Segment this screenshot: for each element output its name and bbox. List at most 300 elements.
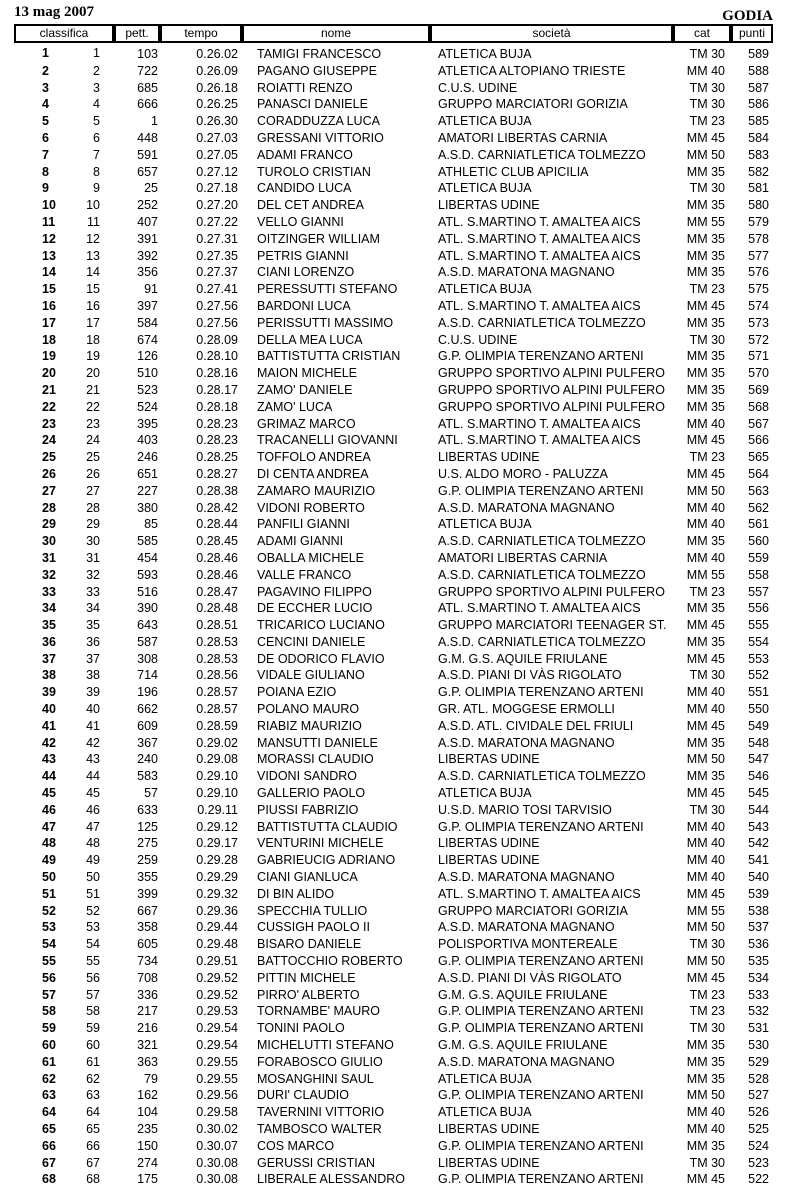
- cell-club: G.P. OLIMPIA TERENZANO ARTENI: [438, 1021, 644, 1036]
- cell-classifica: [14, 1087, 114, 1104]
- cell-category: TM 23: [689, 282, 725, 297]
- cell-time: 0.27.05: [196, 147, 238, 162]
- cell-name: CORADDUZZA LUCA: [257, 114, 380, 129]
- cell-position: 67: [42, 1155, 56, 1170]
- cell-classifica: [14, 416, 114, 433]
- cell-time: 0.29.55: [196, 1071, 238, 1086]
- cell-position: 33: [42, 584, 56, 599]
- cell-points: 530: [748, 1038, 769, 1053]
- cell-bib: 356: [137, 265, 158, 280]
- table-row: [14, 1054, 773, 1071]
- cell-classifica: [14, 63, 114, 80]
- cell-club: GRUPPO SPORTIVO ALPINI PULFERO: [438, 366, 665, 381]
- table-row: [14, 348, 773, 365]
- cell-rank: 55: [86, 954, 100, 969]
- cell-rank: 2: [93, 63, 100, 78]
- cell-points: 543: [748, 819, 769, 834]
- cell-time: 0.29.29: [196, 870, 238, 885]
- cell-rank: 35: [86, 618, 100, 633]
- cell-position: 20: [42, 366, 56, 381]
- cell-club: ATLETICA BUJA: [438, 282, 532, 297]
- cell-club: LIBERTAS UDINE: [438, 1155, 540, 1170]
- cell-classifica: [14, 231, 114, 248]
- cell-category: MM 45: [686, 1172, 725, 1187]
- cell-category: MM 50: [686, 752, 725, 767]
- cell-position: 3: [42, 80, 49, 95]
- cell-category: MM 40: [686, 1105, 725, 1120]
- cell-bib: 358: [137, 920, 158, 935]
- cell-club: ATL. S.MARTINO T. AMALTEA AICS: [438, 214, 641, 229]
- cell-name: PAGANO GIUSEPPE: [257, 63, 377, 78]
- cell-club: ATLETICA BUJA: [438, 47, 532, 61]
- cell-classifica: [14, 886, 114, 903]
- cell-position: 58: [42, 1004, 56, 1019]
- cell-rank: 43: [86, 752, 100, 767]
- cell-time: 0.27.37: [196, 265, 238, 280]
- cell-name: DEL CET ANDREA: [257, 198, 364, 213]
- cell-rank: 6: [93, 130, 100, 145]
- table-row: [14, 886, 773, 903]
- cell-position: 53: [42, 920, 56, 935]
- cell-name: PIRRO' ALBERTO: [257, 987, 360, 1002]
- cell-points: 581: [748, 181, 769, 196]
- table-row: [14, 180, 773, 197]
- cell-position: 31: [42, 550, 56, 565]
- cell-category: MM 45: [686, 466, 725, 481]
- cell-points: 541: [748, 853, 769, 868]
- cell-time: 0.29.36: [196, 903, 238, 918]
- cell-position: 23: [42, 416, 56, 431]
- cell-category: TM 30: [689, 332, 725, 347]
- cell-bib: 390: [137, 601, 158, 616]
- cell-points: 552: [748, 668, 769, 683]
- cell-bib: 367: [137, 735, 158, 750]
- cell-points: 553: [748, 651, 769, 666]
- cell-club: A.S.D. CARNIATLETICA TOLMEZZO: [438, 567, 646, 582]
- table-row: [14, 936, 773, 953]
- table-row: [14, 970, 773, 987]
- cell-category: MM 40: [686, 853, 725, 868]
- cell-rank: 13: [86, 248, 100, 263]
- cell-club: A.S.D. MARATONA MAGNANO: [438, 1054, 615, 1069]
- cell-club: A.S.D. ATL. CIVIDALE DEL FRIULI: [438, 718, 634, 733]
- cell-points: 584: [748, 130, 769, 145]
- cell-club: A.S.D. MARATONA MAGNANO: [438, 735, 615, 750]
- cell-name: PERISSUTTI MASSIMO: [257, 315, 394, 330]
- cell-rank: 8: [93, 164, 100, 179]
- table-row: [14, 533, 773, 550]
- cell-bib: 708: [137, 970, 158, 985]
- cell-position: 48: [42, 836, 56, 851]
- cell-name: VELLO GIANNI: [257, 214, 344, 229]
- table-row: [14, 835, 773, 852]
- cell-position: 35: [42, 618, 56, 633]
- cell-rank: 1: [93, 45, 100, 60]
- cell-category: MM 40: [686, 550, 725, 565]
- cell-club: U.S. ALDO MORO - PALUZZA: [438, 466, 608, 481]
- cell-name: TAMIGI FRANCESCO: [257, 47, 382, 61]
- cell-category: MM 50: [686, 954, 725, 969]
- cell-bib: 584: [137, 315, 158, 330]
- table-row: [14, 667, 773, 684]
- cell-classifica: [14, 164, 114, 181]
- cell-points: 570: [748, 366, 769, 381]
- cell-time: 0.30.08: [196, 1155, 238, 1170]
- cell-classifica: [14, 348, 114, 365]
- cell-rank: 37: [86, 651, 100, 666]
- cell-bib: 651: [137, 466, 158, 481]
- cell-time: 0.28.10: [196, 349, 238, 364]
- cell-bib: 392: [137, 248, 158, 263]
- cell-name: MOSANGHINI SAUL: [257, 1071, 374, 1086]
- table-row: [14, 483, 773, 500]
- cell-club: ATLETICA BUJA: [438, 1071, 532, 1086]
- column-header-tempo: tempo: [160, 24, 242, 43]
- cell-time: 0.27.03: [196, 130, 238, 145]
- table-row: [14, 634, 773, 651]
- cell-club: A.S.D. CARNIATLETICA TOLMEZZO: [438, 534, 646, 549]
- cell-classifica: [14, 735, 114, 752]
- cell-points: 576: [748, 265, 769, 280]
- table-row: [14, 416, 773, 433]
- cell-classifica: [14, 550, 114, 567]
- cell-club: G.P. OLIMPIA TERENZANO ARTENI: [438, 1004, 644, 1019]
- cell-rank: 65: [86, 1122, 100, 1136]
- cell-points: 579: [748, 214, 769, 229]
- cell-category: MM 40: [686, 836, 725, 851]
- cell-classifica: [14, 819, 114, 836]
- cell-rank: 53: [86, 920, 100, 935]
- cell-rank: 34: [86, 601, 100, 616]
- cell-club: A.S.D. CARNIATLETICA TOLMEZZO: [438, 634, 646, 649]
- cell-bib: 454: [137, 550, 158, 565]
- cell-club: A.S.D. MARATONA MAGNANO: [438, 500, 615, 515]
- cell-position: 2: [42, 63, 49, 78]
- cell-position: 45: [42, 786, 56, 801]
- table-row: [14, 432, 773, 449]
- cell-category: MM 35: [686, 1038, 725, 1053]
- cell-name: VIDONI SANDRO: [257, 769, 358, 784]
- cell-name: COS MARCO: [257, 1138, 335, 1153]
- cell-classifica: [14, 1054, 114, 1071]
- cell-name: GABRIEUCIG ADRIANO: [257, 853, 396, 868]
- cell-bib: 448: [137, 130, 158, 145]
- cell-bib: 217: [137, 1004, 158, 1019]
- cell-category: TM 30: [689, 1155, 725, 1170]
- cell-category: MM 35: [686, 534, 725, 549]
- cell-category: MM 40: [686, 819, 725, 834]
- cell-name: DE ODORICO FLAVIO: [257, 651, 385, 666]
- header-row: [14, 24, 773, 43]
- cell-points: 574: [748, 298, 769, 313]
- table-row: [14, 130, 773, 147]
- cell-points: 531: [748, 1021, 769, 1036]
- cell-position: 56: [42, 970, 56, 985]
- column-header-cat: cat: [673, 24, 731, 43]
- cell-classifica: [14, 516, 114, 533]
- table-row: [14, 113, 773, 130]
- cell-bib: 246: [137, 450, 158, 465]
- cell-club: ATLETICA BUJA: [438, 517, 532, 532]
- cell-bib: 657: [137, 164, 158, 179]
- cell-points: 589: [748, 47, 769, 61]
- cell-bib: 391: [137, 231, 158, 246]
- cell-name: ADAMI FRANCO: [257, 147, 353, 162]
- cell-position: 17: [42, 315, 56, 330]
- cell-rank: 44: [86, 769, 100, 784]
- cell-position: 44: [42, 769, 56, 784]
- cell-category: MM 40: [686, 416, 725, 431]
- cell-bib: 235: [137, 1122, 158, 1136]
- cell-club: ATHLETIC CLUB APICILIA: [438, 164, 589, 179]
- cell-bib: 633: [137, 802, 158, 817]
- cell-club: G.M. G.S. AQUILE FRIULANE: [438, 651, 608, 666]
- table-row: [14, 1037, 773, 1054]
- cell-category: MM 40: [686, 1122, 725, 1136]
- cell-classifica: [14, 802, 114, 819]
- cell-classifica: [14, 600, 114, 617]
- cell-name: PERESSUTTI STEFANO: [257, 282, 398, 297]
- cell-bib: 104: [137, 1105, 158, 1120]
- cell-position: 38: [42, 668, 56, 683]
- cell-classifica: [14, 298, 114, 315]
- cell-rank: 23: [86, 416, 100, 431]
- cell-classifica: [14, 617, 114, 634]
- cell-time: 0.29.02: [196, 735, 238, 750]
- cell-classifica: [14, 332, 114, 349]
- table-row: [14, 516, 773, 533]
- cell-category: MM 55: [686, 567, 725, 582]
- cell-time: 0.26.30: [196, 114, 238, 129]
- cell-club: AMATORI LIBERTAS CARNIA: [438, 550, 608, 565]
- cell-rank: 51: [86, 886, 100, 901]
- cell-category: MM 35: [686, 198, 725, 213]
- cell-rank: 54: [86, 937, 100, 952]
- cell-classifica: [14, 315, 114, 332]
- cell-time: 0.26.25: [196, 97, 238, 112]
- cell-rank: 58: [86, 1004, 100, 1019]
- cell-bib: 150: [137, 1138, 158, 1153]
- cell-time: 0.28.44: [196, 517, 238, 532]
- cell-name: GRIMAZ MARCO: [257, 416, 356, 431]
- cell-points: 558: [748, 567, 769, 582]
- cell-time: 0.28.25: [196, 450, 238, 465]
- cell-classifica: [14, 449, 114, 466]
- cell-category: TM 30: [689, 47, 725, 61]
- cell-name: GRESSANI VITTORIO: [257, 130, 384, 145]
- table-row: [14, 1087, 773, 1104]
- cell-time: 0.29.52: [196, 987, 238, 1002]
- cell-time: 0.30.08: [196, 1172, 238, 1187]
- cell-category: MM 50: [686, 1088, 725, 1103]
- cell-club: C.U.S. UDINE: [438, 80, 518, 95]
- cell-classifica: [14, 281, 114, 298]
- cell-club: GRUPPO MARCIATORI GORIZIA: [438, 903, 628, 918]
- cell-points: 550: [748, 702, 769, 717]
- cell-category: MM 40: [686, 870, 725, 885]
- cell-time: 0.29.51: [196, 954, 238, 969]
- cell-rank: 21: [86, 382, 100, 397]
- cell-classifica: [14, 919, 114, 936]
- cell-time: 0.29.10: [196, 786, 238, 801]
- cell-points: 533: [748, 987, 769, 1002]
- cell-time: 0.28.42: [196, 500, 238, 515]
- cell-bib: 308: [137, 651, 158, 666]
- cell-category: MM 55: [686, 903, 725, 918]
- cell-time: 0.27.20: [196, 198, 238, 213]
- cell-bib: 91: [144, 282, 158, 297]
- cell-position: 50: [42, 870, 56, 885]
- cell-bib: 175: [137, 1172, 158, 1187]
- cell-time: 0.27.12: [196, 164, 238, 179]
- cell-time: 0.28.51: [196, 618, 238, 633]
- cell-time: 0.27.22: [196, 214, 238, 229]
- cell-classifica: [14, 147, 114, 164]
- cell-category: MM 35: [686, 248, 725, 263]
- cell-club: G.P. OLIMPIA TERENZANO ARTENI: [438, 483, 644, 498]
- cell-points: 563: [748, 483, 769, 498]
- cell-category: MM 50: [686, 147, 725, 162]
- cell-points: 557: [748, 584, 769, 599]
- cell-classifica: [14, 180, 114, 197]
- cell-position: 16: [42, 298, 56, 313]
- cell-points: 588: [748, 63, 769, 78]
- cell-bib: 79: [144, 1071, 158, 1086]
- results-table-header: [14, 24, 773, 43]
- cell-category: MM 45: [686, 786, 725, 801]
- cell-rank: 62: [86, 1071, 100, 1086]
- cell-category: MM 35: [686, 349, 725, 364]
- cell-time: 0.27.41: [196, 282, 238, 297]
- cell-rank: 32: [86, 567, 100, 582]
- cell-category: TM 30: [689, 181, 725, 196]
- cell-bib: 593: [137, 567, 158, 582]
- cell-club: LIBERTAS UDINE: [438, 198, 540, 213]
- cell-time: 0.29.55: [196, 1054, 238, 1069]
- cell-name: MANSUTTI DANIELE: [257, 735, 378, 750]
- cell-position: 59: [42, 1021, 56, 1036]
- cell-classifica: [14, 584, 114, 601]
- cell-category: MM 35: [686, 315, 725, 330]
- cell-position: 27: [42, 483, 56, 498]
- cell-rank: 68: [86, 1172, 100, 1187]
- cell-name: PIUSSI FABRIZIO: [257, 802, 359, 817]
- cell-club: A.S.D. CARNIATLETICA TOLMEZZO: [438, 769, 646, 784]
- cell-rank: 60: [86, 1038, 100, 1053]
- cell-name: PANASCI DANIELE: [257, 97, 368, 112]
- cell-classifica: [14, 567, 114, 584]
- cell-category: TM 23: [689, 1004, 725, 1019]
- cell-club: C.U.S. UDINE: [438, 332, 518, 347]
- table-row: [14, 197, 773, 214]
- cell-points: 546: [748, 769, 769, 784]
- cell-position: 49: [42, 853, 56, 868]
- cell-club: LIBERTAS UDINE: [438, 1122, 540, 1136]
- cell-classifica: [14, 533, 114, 550]
- cell-rank: 30: [86, 534, 100, 549]
- cell-name: CENCINI DANIELE: [257, 634, 366, 649]
- cell-name: CIANI LORENZO: [257, 265, 355, 280]
- table-row: [14, 600, 773, 617]
- table-row: [14, 500, 773, 517]
- cell-club: U.S.D. MARIO TOSI TARVISIO: [438, 802, 612, 817]
- table-row: [14, 903, 773, 920]
- cell-bib: 321: [137, 1038, 158, 1053]
- cell-rank: 29: [86, 517, 100, 532]
- cell-rank: 61: [86, 1054, 100, 1069]
- cell-rank: 57: [86, 987, 100, 1002]
- cell-rank: 48: [86, 836, 100, 851]
- cell-category: TM 30: [689, 80, 725, 95]
- column-header-societa: società: [430, 24, 673, 43]
- cell-bib: 336: [137, 987, 158, 1002]
- cell-category: MM 35: [686, 399, 725, 414]
- cell-position: 52: [42, 903, 56, 918]
- cell-time: 0.28.46: [196, 550, 238, 565]
- column-header-nome: nome: [242, 24, 430, 43]
- cell-rank: 15: [86, 282, 100, 297]
- cell-time: 0.27.56: [196, 298, 238, 313]
- cell-bib: 722: [137, 63, 158, 78]
- cell-category: TM 30: [689, 937, 725, 952]
- race-date: 13 mag 2007: [14, 4, 94, 20]
- cell-time: 0.29.10: [196, 769, 238, 784]
- cell-club: ATL. S.MARTINO T. AMALTEA AICS: [438, 248, 641, 263]
- cell-rank: 56: [86, 970, 100, 985]
- cell-name: VALLE FRANCO: [257, 567, 352, 582]
- cell-name: BARDONI LUCA: [257, 298, 351, 313]
- cell-points: 532: [748, 1004, 769, 1019]
- cell-rank: 9: [93, 181, 100, 196]
- cell-bib: 605: [137, 937, 158, 952]
- cell-category: MM 40: [686, 63, 725, 78]
- cell-rank: 24: [86, 433, 100, 448]
- cell-club: LIBERTAS UDINE: [438, 752, 540, 767]
- cell-bib: 395: [137, 416, 158, 431]
- cell-points: 583: [748, 147, 769, 162]
- cell-time: 0.28.27: [196, 466, 238, 481]
- cell-bib: 583: [137, 769, 158, 784]
- cell-club: GR. ATL. MOGGESE ERMOLLI: [438, 702, 615, 717]
- cell-bib: 259: [137, 853, 158, 868]
- cell-club: A.S.D. CARNIATLETICA TOLMEZZO: [438, 315, 646, 330]
- cell-bib: 355: [137, 870, 158, 885]
- cell-category: MM 35: [686, 769, 725, 784]
- cell-rank: 27: [86, 483, 100, 498]
- table-row: [14, 248, 773, 265]
- cell-classifica: [14, 130, 114, 147]
- cell-position: 6: [42, 130, 49, 145]
- cell-position: 57: [42, 987, 56, 1002]
- cell-points: 585: [748, 114, 769, 129]
- cell-club: A.S.D. MARATONA MAGNANO: [438, 870, 615, 885]
- cell-points: 549: [748, 718, 769, 733]
- cell-bib: 162: [137, 1088, 158, 1103]
- cell-category: MM 40: [686, 685, 725, 700]
- cell-bib: 585: [137, 534, 158, 549]
- cell-category: TM 23: [689, 450, 725, 465]
- cell-points: 568: [748, 399, 769, 414]
- cell-name: VIDALE GIULIANO: [257, 668, 365, 683]
- cell-club: A.S.D. PIANI DI VÀS RIGOLATO: [438, 970, 622, 985]
- cell-name: TONINI PAOLO: [257, 1021, 345, 1036]
- cell-category: MM 35: [686, 735, 725, 750]
- cell-club: GRUPPO MARCIATORI GORIZIA: [438, 97, 628, 112]
- cell-points: 569: [748, 382, 769, 397]
- cell-rank: 3: [93, 80, 100, 95]
- cell-category: MM 35: [686, 382, 725, 397]
- table-row: [14, 684, 773, 701]
